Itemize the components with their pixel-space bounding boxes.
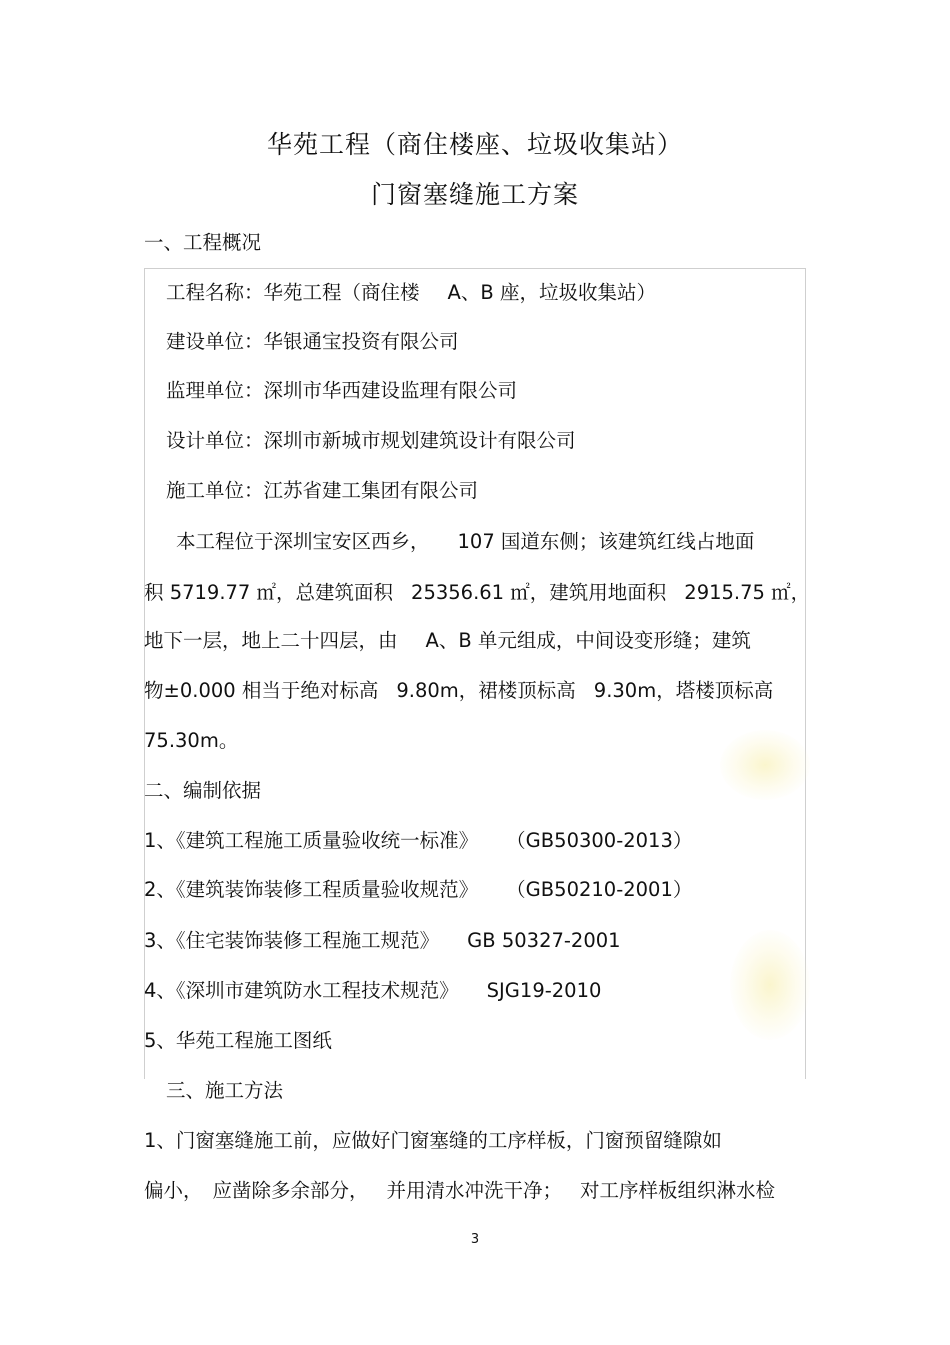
supervisor-row bbox=[166, 378, 517, 404]
project-name-label: 工程名称： bbox=[166, 281, 264, 304]
reference-item bbox=[144, 1028, 332, 1054]
reference-code: （GB50300-2013） bbox=[506, 829, 693, 852]
page-number: 3 bbox=[470, 1232, 480, 1247]
reference-item bbox=[144, 828, 692, 854]
section1-heading: 一、工程概况 bbox=[144, 231, 262, 254]
designer-label: 设计单位： bbox=[166, 429, 264, 452]
overview-para-line1 bbox=[176, 529, 754, 555]
project-name-value-a: 华苑工程（商住楼 bbox=[263, 281, 420, 304]
reference-name: 2、《建筑装饰装修工程质量验收规范》 bbox=[144, 878, 479, 901]
reference-name: 3、《住宅装饰装修工程施工规范》 bbox=[144, 929, 440, 952]
contractor-row bbox=[166, 478, 478, 504]
reference-item bbox=[144, 928, 621, 954]
overview-text: 9.80m，裙楼顶标高 bbox=[396, 679, 576, 702]
paper-stain bbox=[730, 930, 810, 1040]
overview-text: 2915.75 ㎡， bbox=[684, 581, 811, 604]
supervisor-label: 监理单位： bbox=[166, 379, 264, 402]
overview-para-line5: 75.30m。 bbox=[144, 729, 239, 752]
method-text: 并用清水冲洗干净； bbox=[386, 1179, 563, 1202]
reference-code: （GB50210-2001） bbox=[506, 878, 693, 901]
method-para-line1: 1、门窗塞缝施工前，应做好门窗塞缝的工序样板，门窗预留缝隙如 bbox=[144, 1129, 722, 1152]
designer-row bbox=[166, 428, 576, 454]
reference-name: 4、《深圳市建筑防水工程技术规范》 bbox=[144, 979, 459, 1002]
paper-stain bbox=[720, 730, 810, 800]
section3-heading: 三、施工方法 bbox=[166, 1079, 284, 1102]
overview-para-line3 bbox=[144, 628, 751, 654]
overview-text: 25356.61 ㎡，建筑用地面积 bbox=[411, 581, 667, 604]
builder-label: 建设单位： bbox=[166, 330, 264, 353]
project-name-value-b: A、B 座，垃圾收集站） bbox=[447, 281, 656, 304]
overview-para-line4 bbox=[144, 678, 773, 704]
overview-text: 9.30m，塔楼顶标高 bbox=[593, 679, 774, 702]
overview-text: 107 国道东侧；该建筑红线占地面 bbox=[457, 530, 755, 553]
builder-row bbox=[166, 329, 459, 355]
reference-item bbox=[144, 978, 601, 1004]
reference-code: GB 50327-2001 bbox=[467, 929, 621, 952]
method-para-line2 bbox=[144, 1178, 775, 1204]
reference-name: 1、《建筑工程施工质量验收统一标准》 bbox=[144, 829, 479, 852]
method-text: 偏小， bbox=[144, 1179, 203, 1202]
overview-text: 物±0.000 相当于绝对标高 bbox=[144, 679, 379, 702]
document-title-line2: 门窗塞缝施工方案 bbox=[370, 180, 579, 209]
builder-value: 华银通宝投资有限公司 bbox=[263, 330, 459, 353]
overview-text: 地下一层，地上二十四层，由 bbox=[144, 629, 398, 652]
project-name-row bbox=[166, 280, 656, 306]
overview-text: 本工程位于深圳宝安区西乡， bbox=[176, 530, 430, 553]
designer-value: 深圳市新城市规划建筑设计有限公司 bbox=[263, 429, 576, 452]
overview-text: A、B 单元组成，中间设变形缝；建筑 bbox=[425, 629, 751, 652]
method-text: 应凿除多余部分， bbox=[212, 1179, 369, 1202]
reference-item bbox=[144, 877, 692, 903]
contractor-value: 江苏省建工集团有限公司 bbox=[263, 479, 479, 502]
supervisor-value: 深圳市华西建设监理有限公司 bbox=[263, 379, 518, 402]
contractor-label: 施工单位： bbox=[166, 479, 264, 502]
reference-code: SJG19-2010 bbox=[486, 979, 602, 1002]
overview-para-line2 bbox=[144, 580, 810, 606]
section2-heading: 二、编制依据 bbox=[144, 779, 262, 802]
document-title-line1: 华苑工程（商住楼座、垃圾收集站） bbox=[266, 130, 683, 159]
overview-text: 积 5719.77 ㎡，总建筑面积 bbox=[144, 581, 394, 604]
reference-name: 5、华苑工程施工图纸 bbox=[144, 1029, 332, 1052]
method-text: 对工序样板组织淋水检 bbox=[580, 1179, 776, 1202]
